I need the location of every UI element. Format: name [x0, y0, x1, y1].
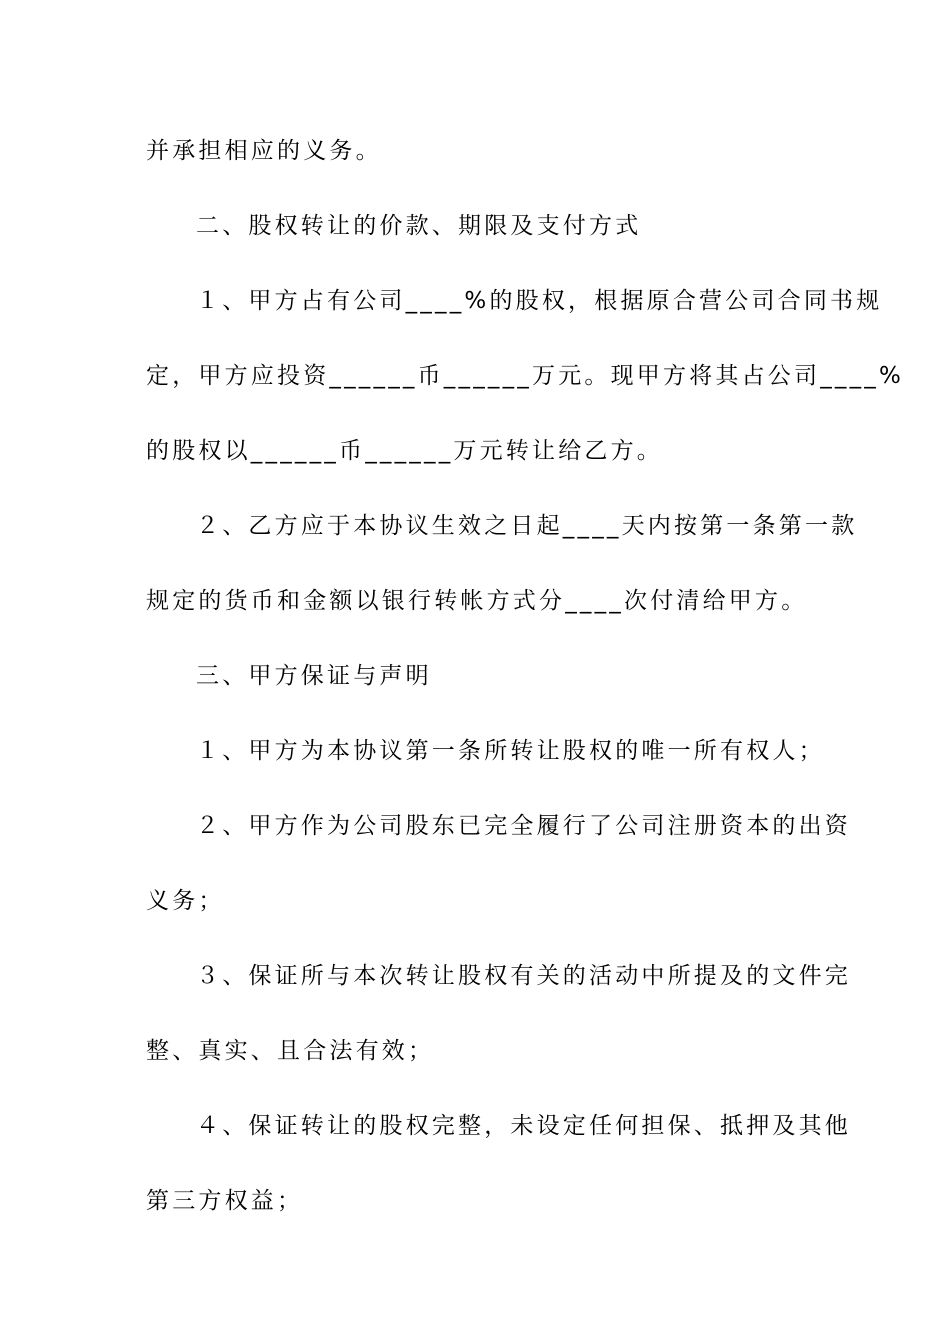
paragraph-line: １、甲方为本协议第一条所转让股权的唯一所有权人；: [196, 738, 825, 764]
paragraph-line: ２、甲方作为公司股东已完全履行了公司注册资本的出资: [196, 813, 851, 839]
section-heading: 二、股权转让的价款、期限及支付方式: [196, 213, 642, 239]
section-heading: 三、甲方保证与声明: [196, 663, 432, 689]
paragraph-line: 规定的货币和金额以银行转帐方式分____次付清给甲方。: [146, 588, 808, 614]
paragraph-line: ４、保证转让的股权完整，未设定任何担保、抵押及其他: [196, 1113, 851, 1139]
paragraph-line: 整、真实、且合法有效；: [146, 1038, 435, 1064]
paragraph-line: 的股权以______币______万元转让给乙方。: [146, 438, 663, 464]
paragraph-line: 并承担相应的义务。: [146, 138, 382, 164]
paragraph-line: ３、保证所与本次转让股权有关的活动中所提及的文件完: [196, 963, 851, 989]
paragraph-line: １、甲方占有公司____%的股权，根据原合营公司合同书规: [196, 288, 883, 314]
paragraph-line: 定，甲方应投资______币______万元。现甲方将其占公司____%: [146, 363, 905, 389]
paragraph-line: 第三方权益；: [146, 1188, 304, 1214]
paragraph-line: 义务；: [146, 888, 225, 914]
paragraph-line: ２、乙方应于本协议生效之日起____天内按第一条第一款: [196, 513, 858, 539]
